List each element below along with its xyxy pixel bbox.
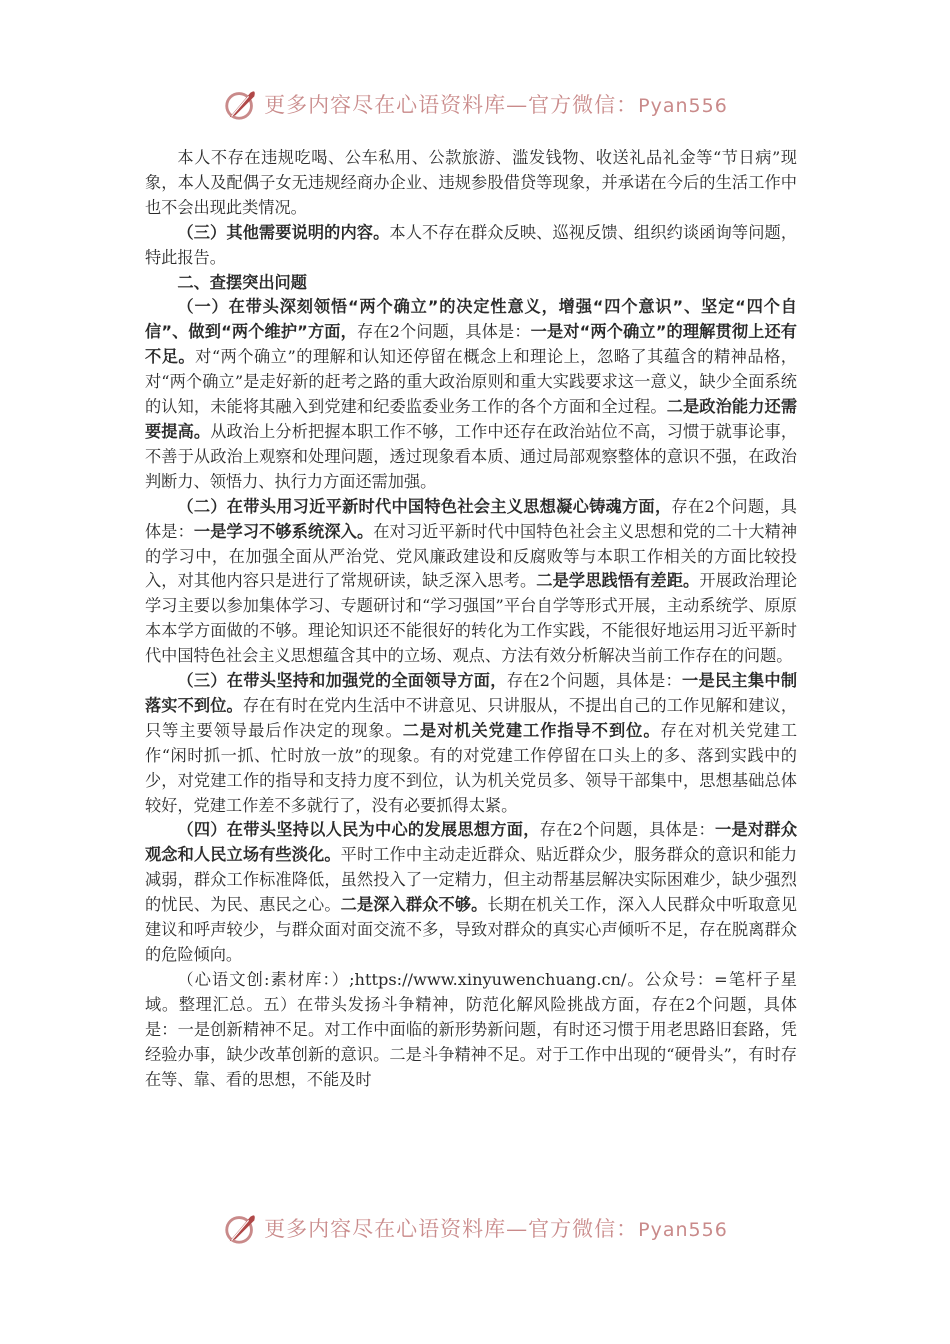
paragraph-other-matters: （三）其他需要说明的内容。本人不存在群众反映、巡视反馈、组织约谈函询等问题，特此报告。 — [145, 222, 798, 267]
wechat-id: Pyan556 — [638, 95, 728, 117]
feather-pen-logo-icon — [222, 85, 260, 123]
paragraph-two-establishments: （一）在带头深刻领悟“两个确立”的决定性意义，增强“四个意识”、坚定“四个自信”、做到“两个维护”方面，存在2个问题，具体是：一是对“两个确立”的理解贯彻上还有不足。对“两个确立”的理解和认知还停留在概念上和理论上，忽略了其蕴含的精神品格，对“两个确立”是走好新的赶考之路的重大政治原则和重大实践要求这一意义，缺少全面系统的认知，未能将其融入到党建和纪委监委业务工作的各个方面和全过程。二是政治能力还需要提高。从政治上分析把握本职工作不够，工作中还存在政治站位不高，习惯于就事论事，不善于从政治上观察和处理问题，透过现象看本质、通过局部观察整体的意识不强，在政治判断力、领悟力、执行力方面还需加强。 — [145, 297, 798, 491]
footer-watermark-banner — [0, 1208, 950, 1248]
header-watermark-banner — [0, 84, 950, 124]
paragraph-thought-study: （二）在带头用习近平新时代中国特色社会主义思想凝心铸魂方面，存在2个问题，具体是：一是学习不够系统深入。在对习近平新时代中国特色社会主义思想和党的二十大精神的学习中，在加强全面从严治党、党风廉政建设和反腐败等与本职工作相关的方面比较投入，对其他内容只是进行了常规研读，缺乏深入思考。二是学思践悟有差距。开展政治理论学习主要以参加集体学习、专题研讨和“学习强国”平台自学等形式开展，主动系统学、原原本本学方面做的不够。理论知识还不能很好的转化为工作实践，不能很好地运用习近平新时代中国特色社会主义思想蕴含其中的立场、观点、方法有效分析解决当前工作存在的问题。 — [145, 496, 798, 666]
paragraph-party-leadership: （三）在带头坚持和加强党的全面领导方面，存在2个问题，具体是：一是民主集中制落实不到位。存在有时在党内生活中不讲意见、只讲服从，不提出自己的工作见解和建议，只等主要领导最后作决定的现象。二是对机关党建工作指导不到位。存在对机关党建工作“闲时抓一抓、忙时放一放”的现象。有的对党建工作停留在口头上的多、落到实践中的少，对党建工作的指导和支持力度不到位，认为机关党员多、领导干部集中，思想基础总体较好，党建工作差不多就行了，没有必要抓得太紧。 — [145, 671, 798, 815]
wechat-id: Pyan556 — [638, 1219, 728, 1241]
banner-text: 更多内容尽在心语资料库—官方微信：Pyan556 — [264, 1217, 728, 1241]
section-title-problems: 二、查摆突出问题 — [177, 272, 307, 292]
document-body — [145, 146, 797, 1092]
paragraph-people-centered: （四）在带头坚持以人民为中心的发展思想方面，存在2个问题，具体是：一是对群众观念和人民立场有些淡化。平时工作中主动走近群众、贴近群众少，服务群众的意识和能力减弱，群众工作标准降低，虽然投入了一定精力，但主动帮基层解决实际困难少，缺少强烈的忧民、为民、惠民之心。二是深入群众不够。长期在机关工作，深入人民群众中听取意见建议和呼声较少，与群众面对面交流不多，导致对群众的真实心声倾听不足，存在脱离群众的危险倾向。 — [145, 820, 798, 964]
feather-pen-logo-icon — [222, 1209, 260, 1247]
paragraph-conduct: 本人不存在违规吃喝、公车私用、公款旅游、滥发钱物、收送礼品礼金等“节日病”现象，本人及配偶子女无违规经商办企业、违规参股借贷等现象，并承诺在今后的生活工作中也不会出现此类情况。 — [145, 148, 797, 217]
banner-text: 更多内容尽在心语资料库—官方微信：Pyan556 — [264, 93, 728, 117]
paragraph-struggle-spirit: （心语文创:素材库：）;https://www.xinyuwenchuang.cn/。公众号：=笔杆子星域。整理汇总。五）在带头发扬斗争精神，防范化解风险挑战方面，存在2个问题，具体是：一是创新精神不足。对工作中面临的新形势新问题，有时还习惯于用老思路旧套路，凭经验办事，缺少改革创新的意识。二是斗争精神不足。对于工作中出现的“硬骨头”，有时存在等、靠、看的思想，不能及时 — [145, 969, 797, 1089]
